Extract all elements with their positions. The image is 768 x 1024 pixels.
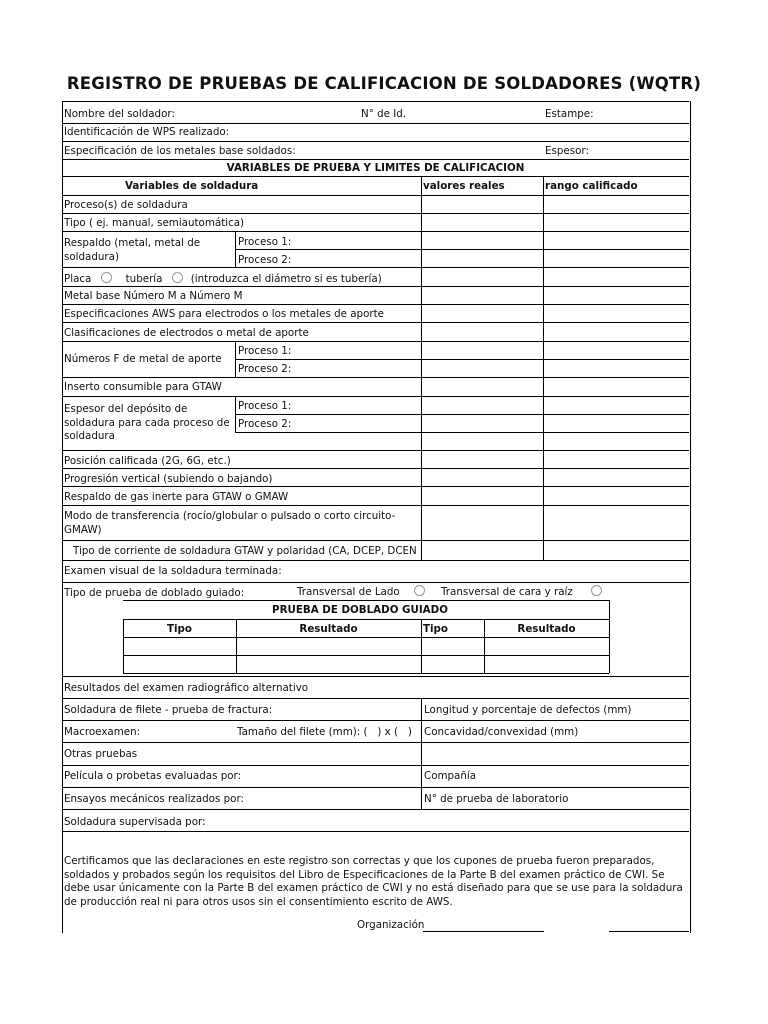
row-type: Tipo ( ej. manual, semiautomática) bbox=[64, 217, 245, 229]
concavity-label: Concavidad/convexidad (mm) bbox=[424, 726, 579, 738]
bend-side-option bbox=[297, 585, 429, 598]
row-consumable-insert: Inserto consumible para GTAW bbox=[64, 381, 222, 393]
bend-face-root-label: Transversal de cara y raíz bbox=[441, 586, 573, 598]
bend-col-result-1: Resultado bbox=[299, 623, 358, 635]
row-gas-backing: Respaldo de gas inerte para GTAW o GMAW bbox=[64, 491, 289, 503]
plate-radio[interactable] bbox=[101, 272, 112, 283]
bend-face-root-radio[interactable] bbox=[591, 585, 602, 596]
pipe-note: (introduzca el diámetro si es tubería) bbox=[190, 273, 382, 285]
defects-label: Longitud y porcentaje de defectos (mm) bbox=[424, 704, 632, 716]
certification-text: Certificamos que las declaraciones en este registro son correctas y que los cupones de prueba fueron preparados, soldados y probados según los requisitos del Libro de Especificaciones de la Parte B del examen práctico de CWI. Se debe usar únicamente con la Parte B del examen práctico de CWI y no está diseñado para que se use para la soldadura de producción real ni para otros usos sin el consentimiento escrito de AWS. bbox=[64, 855, 683, 908]
deposit-process-2: Proceso 2: bbox=[238, 418, 292, 430]
mech-tests-label: Ensayos mecánicos realizados por: bbox=[64, 793, 244, 805]
row-base-metal: Metal base Número M a Número M bbox=[64, 290, 243, 302]
radiographic-label: Resultados del examen radiográfico alternativo bbox=[64, 682, 309, 694]
bend-col-type-1: Tipo bbox=[167, 623, 192, 635]
row-position: Posición calificada (2G, 6G, etc.) bbox=[64, 455, 231, 467]
visual-exam-label: Examen visual de la soldadura terminada: bbox=[64, 565, 282, 577]
col-header-qualified-range: rango calificado bbox=[545, 180, 638, 192]
lab-test-no-label: N° de prueba de laboratorio bbox=[424, 793, 569, 805]
row-f-numbers: Números F de metal de aporte bbox=[64, 353, 222, 365]
row-plate-pipe bbox=[64, 272, 382, 285]
bend-col-type-2: Tipo bbox=[423, 623, 448, 635]
row-backing: Respaldo (metal, metal de soldadura) bbox=[64, 237, 201, 263]
bend-side-label: Transversal de Lado bbox=[297, 586, 400, 598]
id-number-label: N° de Id. bbox=[361, 108, 407, 120]
supervised-label: Soldadura supervisada por: bbox=[64, 816, 206, 828]
f-numbers-process-1: Proceso 1: bbox=[238, 345, 292, 357]
f-numbers-process-2: Proceso 2: bbox=[238, 363, 292, 375]
date-signature-line[interactable] bbox=[609, 931, 689, 932]
bend-col-result-2: Resultado bbox=[517, 623, 576, 635]
deposit-process-1: Proceso 1: bbox=[238, 400, 292, 412]
wps-id-label: Identificación de WPS realizado: bbox=[64, 126, 230, 138]
stamp-label: Estampe: bbox=[545, 108, 594, 120]
bend-table-title: PRUEBA DE DOBLADO GUIADO bbox=[272, 604, 448, 616]
row-transfer-mode: Modo de transferencia (rocío/globular o pulsado o corto circuito-GMAW) bbox=[64, 510, 396, 536]
section-title: VARIABLES DE PRUEBA Y LIMITES DE CALIFICACION bbox=[226, 162, 525, 174]
pipe-label: tubería bbox=[125, 273, 163, 285]
col-header-actual-values: valores reales bbox=[423, 180, 505, 192]
backing-process-2: Proceso 2: bbox=[238, 254, 292, 266]
bend-face-root-option bbox=[441, 585, 606, 598]
macro-label: Macroexamen: bbox=[64, 726, 141, 738]
organization-label: Organización bbox=[357, 919, 425, 931]
row-process: Proceso(s) de soldadura bbox=[64, 199, 188, 211]
film-evaluated-label: Película o probetas evaluadas por: bbox=[64, 770, 242, 782]
row-aws-specs: Especificaciones AWS para electrodos o los metales de aporte bbox=[64, 308, 384, 320]
plate-label: Placa bbox=[64, 273, 92, 285]
organization-signature-line[interactable] bbox=[423, 931, 544, 932]
bend-side-radio[interactable] bbox=[414, 585, 425, 596]
pipe-radio[interactable] bbox=[172, 272, 183, 283]
thickness-label: Espesor: bbox=[545, 145, 589, 157]
company-label: Compañía bbox=[424, 770, 477, 782]
base-metals-spec-label: Especificación de los metales base soldados: bbox=[64, 145, 296, 157]
bend-test-label: Tipo de prueba de doblado guiado: bbox=[64, 587, 245, 599]
form-title: REGISTRO DE PRUEBAS DE CALIFICACION DE SOLDADORES (WQTR) bbox=[66, 74, 702, 93]
row-deposit-thickness: Espesor del depósito de soldadura para cada proceso de soldadura bbox=[64, 403, 230, 442]
fillet-size-label: Tamaño del filete (mm): ( ) x ( ) bbox=[237, 726, 412, 738]
other-tests-label: Otras pruebas bbox=[64, 748, 138, 760]
welder-name-label: Nombre del soldador: bbox=[64, 108, 175, 120]
col-header-variables: Variables de soldadura bbox=[125, 180, 259, 192]
row-electrode-class: Clasificaciones de electrodos o metal de aporte bbox=[64, 327, 309, 339]
row-current-type: Tipo de corriente de soldadura GTAW y polaridad (CA, DCEP, DCEN bbox=[73, 545, 417, 557]
row-vertical: Progresión vertical (subiendo o bajando) bbox=[64, 473, 273, 485]
fillet-fracture-label: Soldadura de filete - prueba de fractura: bbox=[64, 704, 273, 716]
backing-process-1: Proceso 1: bbox=[238, 236, 292, 248]
